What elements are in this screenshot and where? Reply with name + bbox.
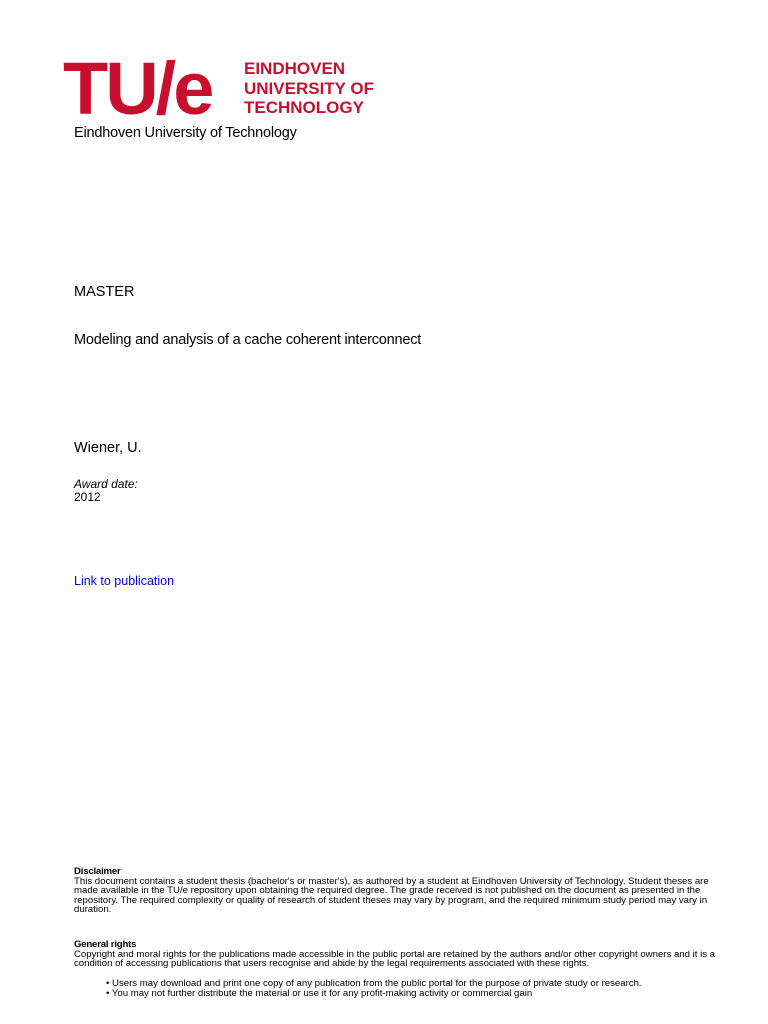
institution-name: Eindhoven University of Technology [74, 125, 297, 141]
logo-university-name [244, 59, 374, 118]
award-date-value: 2012 [74, 490, 101, 504]
disclaimer-heading: Disclaimer [74, 866, 121, 877]
thesis-title: Modeling and analysis of a cache coherent interconnect [74, 332, 422, 348]
link-to-publication[interactable]: Link to publication [74, 574, 175, 588]
logo-name-line: EINDHOVEN [244, 59, 346, 78]
document-type: MASTER [74, 284, 135, 300]
list-item: • Users may download and print one copy of any publication from the public portal for the purpose of private study or research. [106, 978, 642, 989]
tue-logo [63, 47, 393, 130]
disclaimer-text: This document contains a student thesis (bachelor's or master's), as authored by a student at Eindhoven University of Technology. Student theses are made available in the TU/e repository upon obtaining the required degree. The grade received is not published on the document as presented in the repository. The required complexity or quality of research of student theses may vary by program, and the required minimum study period may vary in duration. [74, 875, 709, 916]
logo-mark: TU/e [63, 47, 212, 130]
disclaimer-section [74, 867, 724, 915]
general-rights-section [74, 940, 734, 969]
general-rights-bullets [106, 979, 726, 998]
logo-name-line: UNIVERSITY OF [244, 78, 375, 98]
logo-name-line: TECHNOLOGY [244, 98, 364, 117]
award-date-label: Award date: [74, 477, 138, 491]
author-name: Wiener, U. [74, 440, 142, 456]
list-item: • You may not further distribute the material or use it for any profit-making activity or commercial gain [106, 987, 533, 999]
general-rights-heading: General rights [74, 939, 137, 950]
general-rights-text: Copyright and moral rights for the publications made accessible in the public portal are retained by the authors and/or other copyright owners and it is a condition of accessing publications that users recognise and abide by the legal requirements associated with these rights. [74, 948, 716, 970]
